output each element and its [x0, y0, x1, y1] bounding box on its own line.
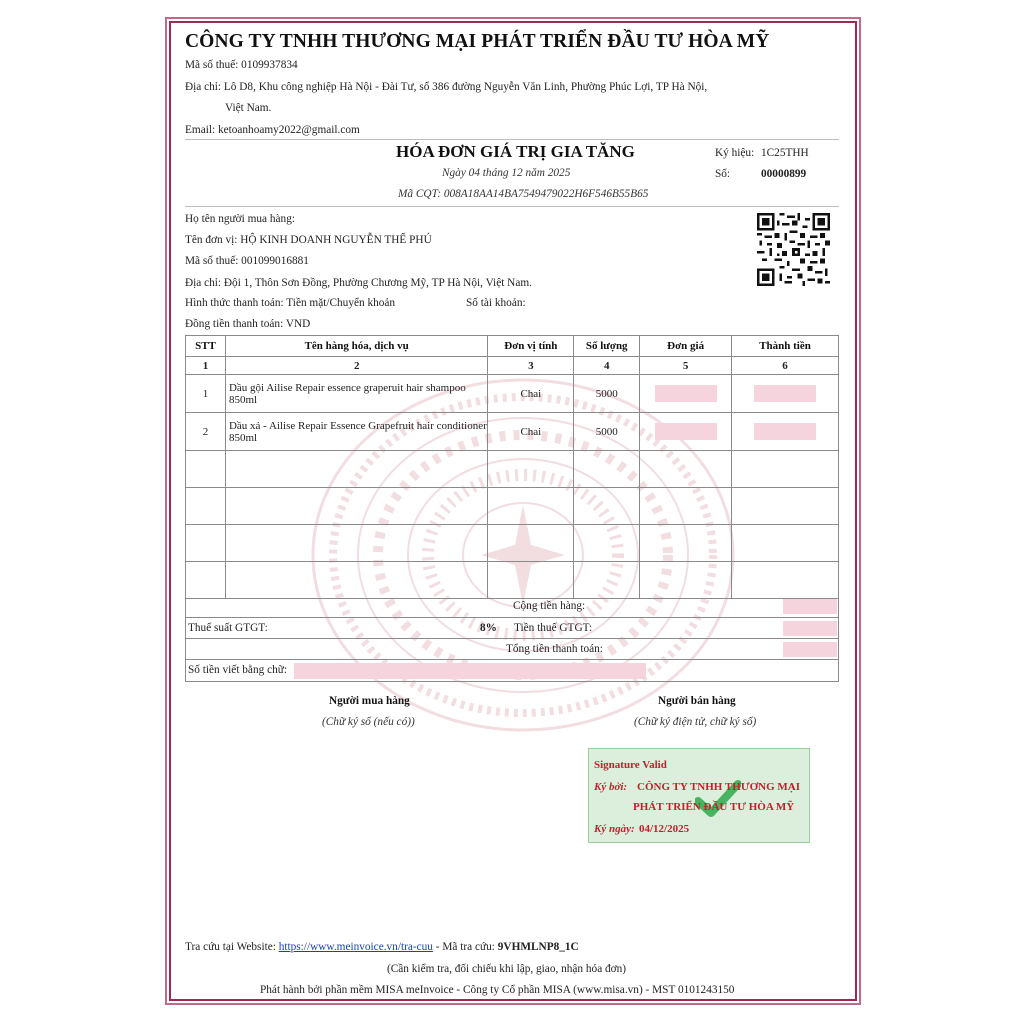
qr-code-icon — [757, 213, 830, 286]
buyer-address: Địa chỉ: Đội 1, Thôn Sơn Đồng, Phường Chương Mỹ, TP Hà Nội, Việt Nam. — [185, 277, 532, 289]
lookup-url-link[interactable]: https://www.meinvoice.vn/tra-cuu — [278, 941, 433, 953]
issuer-line: Phát hành bởi phần mềm MISA meInvoice - Công ty Cổ phần MISA (www.misa.vn) - MST 0101243150 — [260, 984, 735, 996]
table-header-row — [186, 336, 839, 357]
empty-row — [186, 451, 839, 488]
row-amount — [732, 413, 839, 451]
vat-rate-value: 8% — [480, 622, 497, 634]
row-item-name: Dầu xả - Ailise Repair Essence Grapefruit hair conditioner 850ml — [225, 413, 487, 451]
lookup-code-label: - Mã tra cứu: — [435, 941, 495, 953]
seller-email: Email: ketoanhoamy2022@gmail.com — [185, 124, 360, 136]
signed-date-label — [594, 823, 635, 835]
seller-signature-title: Người bán hàng — [658, 695, 736, 707]
amount-in-words-label: Số tiền viết bằng chữ: — [188, 664, 287, 676]
col-number: 6 — [732, 357, 839, 375]
col-header-name: Tên hàng hóa, dịch vụ — [225, 336, 487, 357]
col-header-unit-price: Đơn giá — [640, 336, 732, 357]
invoice-symbol-label: Ký hiệu: — [715, 147, 755, 159]
row-qty: 5000 — [574, 375, 640, 413]
divider — [185, 206, 839, 207]
payment-method: Hình thức thanh toán: Tiền mặt/Chuyển khoản — [185, 297, 396, 309]
signature-status: Signature Valid — [594, 759, 667, 771]
col-number: 5 — [640, 357, 732, 375]
col-number: 3 — [488, 357, 574, 375]
redacted-value — [754, 423, 816, 440]
row-amount — [732, 375, 839, 413]
signed-by-line2: PHÁT TRIỂN ĐẦU TƯ HÒA MỸ — [633, 801, 795, 813]
total-label: Tổng tiền thanh toán: — [506, 643, 603, 655]
invoice-symbol-value: 1C25THH — [761, 147, 809, 159]
seller-name: CÔNG TY TNHH THƯƠNG MẠI PHÁT TRIỂN ĐẦU TƯ HÒA MỸ — [185, 31, 770, 52]
lookup-prefix: Tra cứu tại Website: — [185, 941, 276, 953]
vat-row — [186, 618, 838, 639]
seller-address: Địa chỉ: Lô D8, Khu công nghiệp Hà Nội - Đài Tư, số 386 đường Nguyễn Văn Linh, Phường Phúc Lợi, TP Hà Nội, — [185, 81, 708, 93]
subtotal-label: Cộng tiền hàng: — [513, 600, 586, 612]
buyer-name: Họ tên người mua hàng: — [185, 213, 295, 225]
col-number: 1 — [186, 357, 226, 375]
vat-rate-label: Thuế suất GTGT: — [188, 622, 268, 634]
lookup-line — [185, 941, 579, 953]
buyer-signature-note: (Chữ ký số (nếu có)) — [322, 716, 415, 728]
row-unit: Chai — [488, 375, 574, 413]
lookup-code: 9VHMLNP8_1C — [497, 941, 579, 953]
digital-signature-box — [588, 748, 810, 843]
vat-amount-label: Tiền thuế GTGT: — [514, 622, 593, 634]
column-number-row — [186, 357, 839, 375]
col-header-unit: Đơn vị tính — [488, 336, 574, 357]
invoice-page — [185, 0, 839, 1024]
invoice-number-label: Số: — [715, 168, 731, 180]
row-unit: Chai — [488, 413, 574, 451]
buyer-unit: Tên đơn vị: HỘ KINH DOANH NGUYỄN THẾ PHÚ — [185, 234, 432, 246]
redacted-value — [655, 385, 717, 402]
row-item-name: Dầu gội Ailise Repair essence graperuit hair shampoo 850ml — [225, 375, 487, 413]
redacted-value — [754, 385, 816, 402]
signed-by-label-text: Ký bởi: — [594, 781, 628, 793]
invoice-summary — [185, 597, 839, 682]
check-note: (Cần kiểm tra, đối chiếu khi lập, giao, nhận hóa đơn) — [387, 963, 627, 975]
empty-row — [186, 525, 839, 562]
invoice-cqt-code: Mã CQT: 008A18AA14BA7549479022H6F546B55B65 — [398, 188, 649, 200]
table-row — [186, 375, 839, 413]
seller-tax-code: Mã số thuế: 0109937834 — [185, 59, 298, 71]
account-number: Số tài khoản: — [466, 297, 526, 309]
redacted-value — [783, 621, 837, 636]
total-row — [186, 639, 838, 660]
currency: Đồng tiền thanh toán: VND — [185, 318, 311, 330]
row-unit-price — [640, 413, 732, 451]
buyer-signature-title: Người mua hàng — [329, 695, 410, 707]
items-table — [185, 335, 839, 599]
row-stt: 2 — [186, 413, 226, 451]
signed-date-value: 04/12/2025 — [639, 823, 690, 835]
signed-by-label — [594, 781, 627, 793]
seller-signature-note: (Chữ ký điện tử, chữ ký số) — [634, 716, 757, 728]
col-number: 2 — [225, 357, 487, 375]
redacted-value — [783, 642, 837, 657]
redacted-value — [294, 663, 646, 679]
seller-address-cont: Việt Nam. — [225, 102, 272, 114]
divider — [185, 139, 839, 140]
amount-in-words-row — [186, 660, 838, 681]
empty-row — [186, 562, 839, 599]
redacted-value — [655, 423, 717, 440]
invoice-number-value: 00000899 — [761, 168, 807, 180]
table-row — [186, 413, 839, 451]
empty-row — [186, 488, 839, 525]
col-number: 4 — [574, 357, 640, 375]
invoice-title: HÓA ĐƠN GIÁ TRỊ GIA TĂNG — [396, 142, 635, 161]
col-header-stt: STT — [186, 336, 226, 357]
col-header-amount: Thành tiền — [732, 336, 839, 357]
redacted-value — [783, 599, 837, 614]
col-header-qty: Số lượng — [574, 336, 640, 357]
row-unit-price — [640, 375, 732, 413]
subtotal-row — [186, 597, 838, 618]
buyer-tax-code: Mã số thuế: 001099016881 — [185, 255, 309, 267]
row-qty: 5000 — [574, 413, 640, 451]
signed-date-label-text: Ký ngày: — [594, 823, 635, 835]
row-stt: 1 — [186, 375, 226, 413]
signed-by-line1: CÔNG TY TNHH THƯƠNG MẠI — [637, 781, 800, 793]
invoice-date: Ngày 04 tháng 12 năm 2025 — [442, 167, 571, 179]
